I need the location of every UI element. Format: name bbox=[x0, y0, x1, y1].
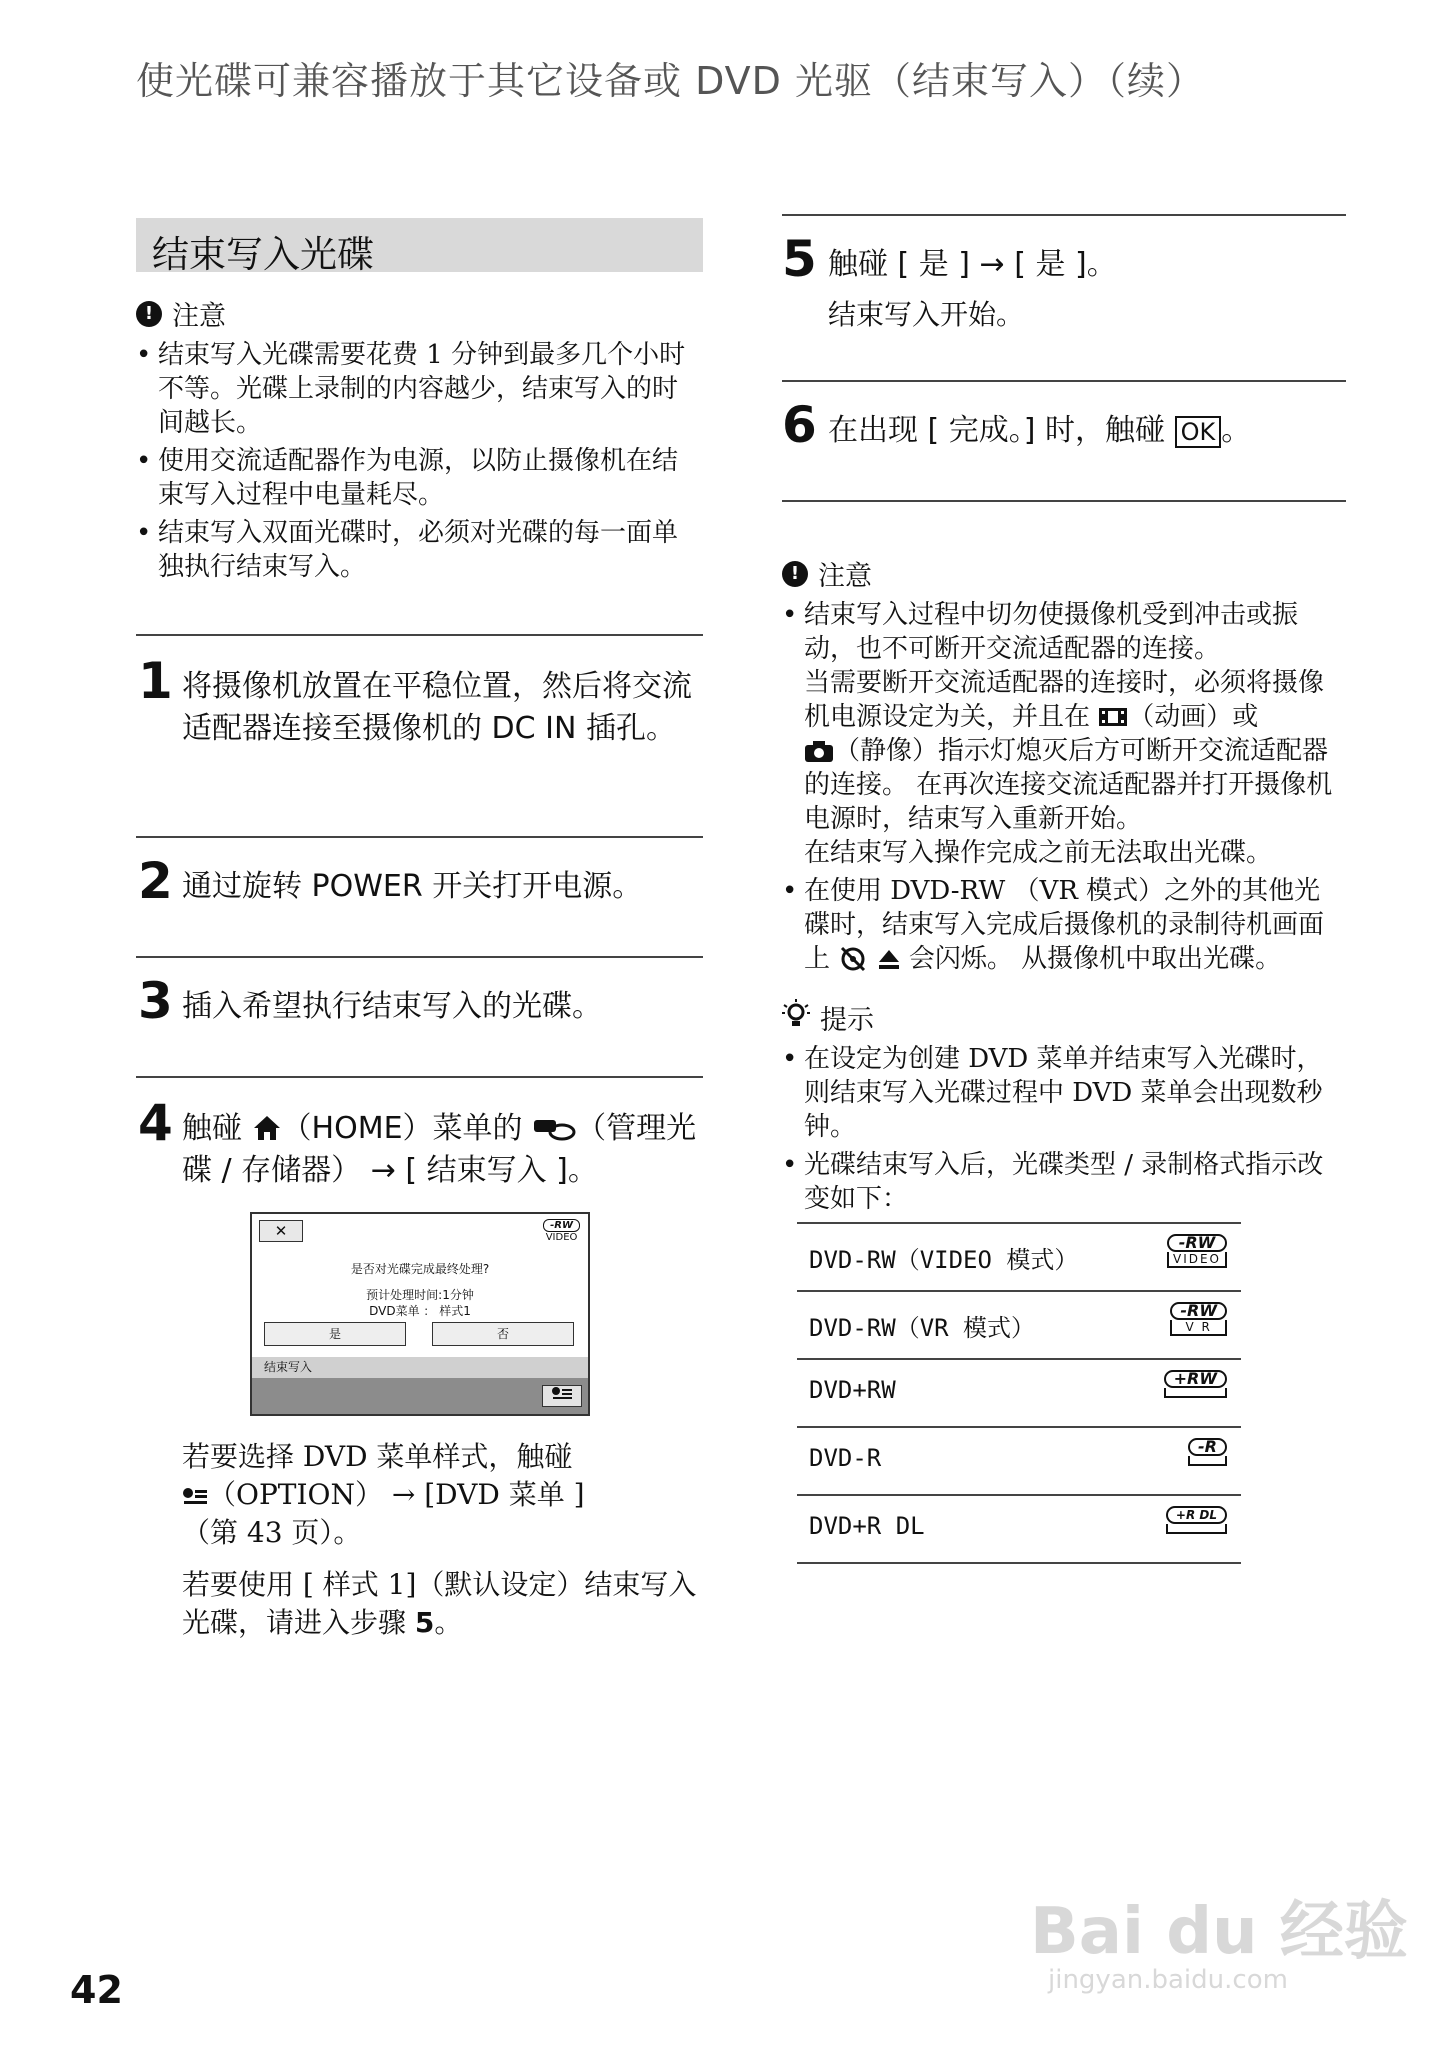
note-text: 会闪烁。 从摄像机中取出光碟。 bbox=[908, 944, 1282, 974]
tip-item: • 在设定为创建 DVD 菜单并结束写入光碟时，则结束写入光碟过程中 DVD 菜单会出现数秒钟。 bbox=[782, 1042, 1342, 1144]
page-header-title: 使光碟可兼容播放于其它设备或 DVD 光驱（结束写入）（续） bbox=[136, 59, 1206, 103]
note-item: • 使用交流适配器作为电源，以防止摄像机在结束写入过程中电量耗尽。 bbox=[136, 444, 696, 512]
step-text-part: （HOME）菜单的 bbox=[281, 1111, 523, 1146]
no-button[interactable]: 否 bbox=[432, 1322, 574, 1346]
lcd-screen bbox=[250, 1212, 590, 1416]
option-instruction bbox=[182, 1438, 702, 1552]
step-text-part: 。 bbox=[1221, 413, 1252, 448]
tips-heading bbox=[782, 998, 874, 1037]
watermark-url: jingyan.baidu.com bbox=[1048, 1965, 1288, 1995]
badge-top: -RW bbox=[1170, 1302, 1227, 1320]
divider bbox=[782, 214, 1346, 216]
table-row bbox=[797, 1222, 1241, 1290]
tips-list bbox=[782, 1042, 1342, 1220]
step-number: 1 bbox=[138, 652, 173, 710]
note-list bbox=[782, 598, 1342, 980]
badge-bottom: V R bbox=[1170, 1320, 1227, 1336]
divider bbox=[136, 836, 703, 838]
step-text-part: 在出现 [ 完成。] 时，触碰 bbox=[828, 413, 1166, 448]
note-item bbox=[782, 598, 1342, 870]
disc-type-label: DVD+RW bbox=[809, 1376, 896, 1404]
badge-bottom: VIDEO bbox=[1167, 1252, 1227, 1268]
option-icon[interactable] bbox=[542, 1385, 582, 1407]
note-text: 在使用 DVD-RW （VR 模式）之外的其他光碟时，结束写入完成后摄像机的录制待机画面上 bbox=[804, 876, 1325, 974]
option-icon bbox=[182, 1478, 208, 1511]
step-number: 4 bbox=[138, 1094, 173, 1152]
lcd-footer-label: 结束写入 bbox=[252, 1357, 588, 1378]
note-label: 注意 bbox=[172, 301, 226, 332]
lcd-line: 预计处理时间:1分钟 bbox=[366, 1288, 474, 1302]
lcd-footer bbox=[252, 1357, 588, 1414]
disc-type-badge bbox=[1164, 1370, 1227, 1398]
instruction-text: （OPTION） → [DVD 菜单 ] bbox=[208, 1478, 585, 1511]
note-text: • 结束写入过程中切勿使摄像机受到冲击或振动，也不可断开交流适配器的连接。 bbox=[804, 600, 1299, 664]
divider bbox=[136, 634, 703, 636]
lcd-line: DVD菜单 ： 样式1 bbox=[369, 1304, 471, 1318]
note-text: 在结束写入操作完成之前无法取出光碟。 bbox=[804, 838, 1273, 868]
disc-type-label: DVD+R DL bbox=[809, 1512, 925, 1540]
disc-type-label: DVD-R bbox=[809, 1444, 882, 1472]
eject-icon bbox=[877, 944, 901, 974]
section-title: 结束写入光碟 bbox=[152, 233, 374, 276]
note-text: （静像）指示灯熄灭后方可断开交流适配器的连接。 在再次连接交流适配器并打开摄像机电源时，结束写入重新开始。 bbox=[804, 736, 1333, 834]
lightbulb-icon bbox=[782, 999, 810, 1036]
note-label: 注意 bbox=[818, 561, 872, 592]
home-icon bbox=[252, 1111, 282, 1146]
divider bbox=[136, 956, 703, 958]
step-text bbox=[828, 410, 1338, 452]
badge-top: -R bbox=[1188, 1438, 1227, 1456]
step-text: 将摄像机放置在平稳位置，然后将交流适配器连接至摄像机的 DC IN 插孔。 bbox=[182, 669, 692, 746]
tips-label: 提示 bbox=[820, 1005, 874, 1036]
note-item: • 结束写入双面光碟时，必须对光碟的每一面单独执行结束写入。 bbox=[136, 516, 696, 584]
lcd-question: 是否对光碟完成最终处理? bbox=[350, 1262, 490, 1276]
step-subtext: 结束写入开始。 bbox=[828, 298, 1025, 331]
instruction-text: 若要选择 DVD 菜单样式，触碰 bbox=[182, 1440, 573, 1473]
divider bbox=[782, 500, 1346, 502]
badge-top: +R DL bbox=[1166, 1506, 1227, 1524]
tip-item: • 光碟结束写入后，光碟类型 / 录制格式指示改变如下： bbox=[782, 1148, 1342, 1216]
table-row bbox=[797, 1426, 1241, 1494]
step-text-part: （管理光碟 / 存储器） → [ 结束写入 ]。 bbox=[182, 1111, 697, 1188]
badge-bottom bbox=[1166, 1524, 1227, 1534]
badge-bottom: VIDEO bbox=[545, 1232, 578, 1243]
note-text: （动画）或 bbox=[1128, 702, 1259, 732]
step-number: 6 bbox=[782, 396, 817, 454]
disc-type-badge bbox=[1170, 1302, 1227, 1336]
badge-bottom bbox=[1164, 1388, 1227, 1398]
badge-top: -RW bbox=[543, 1219, 580, 1232]
movie-icon bbox=[1098, 702, 1128, 732]
page-number: 42 bbox=[70, 1968, 123, 2012]
step-number: 2 bbox=[138, 852, 173, 910]
disc-flash-icon bbox=[838, 944, 868, 974]
note-heading bbox=[782, 554, 872, 593]
close-button[interactable]: ✕ bbox=[259, 1220, 303, 1242]
step-text: 通过旋转 POWER 开关打开电源。 bbox=[182, 869, 643, 904]
ok-button[interactable]: OK bbox=[1175, 416, 1222, 448]
step-number: 5 bbox=[782, 230, 817, 288]
disc-type-badge bbox=[1167, 1234, 1227, 1268]
table-row bbox=[797, 1494, 1241, 1564]
divider bbox=[782, 380, 1346, 382]
instruction-text: 。 bbox=[434, 1606, 463, 1639]
note-item bbox=[782, 874, 1342, 976]
warning-icon: ! bbox=[136, 301, 162, 327]
watermark-brand: Bai du 经验 bbox=[1030, 1895, 1408, 1969]
step-text-part: 触碰 bbox=[182, 1111, 242, 1146]
note-text: 当需要断开交流适配器的连接时，必须将摄像机电源设定为关，并且在 bbox=[804, 668, 1325, 732]
instruction-text: （第 43 页）。 bbox=[182, 1516, 362, 1549]
note-list bbox=[136, 338, 696, 588]
step-number: 3 bbox=[138, 972, 173, 1030]
instruction-text: 若要使用 [ 样式 1]（默认设定）结束写入光碟，请进入步骤 bbox=[182, 1568, 697, 1639]
disc-type-label: DVD-RW（VIDEO 模式） bbox=[809, 1246, 1079, 1274]
manage-disc-icon bbox=[532, 1111, 576, 1146]
disc-type-badge bbox=[1188, 1438, 1227, 1466]
badge-top: +RW bbox=[1164, 1370, 1227, 1388]
note-heading bbox=[136, 294, 226, 333]
disc-type-badge bbox=[543, 1219, 580, 1243]
yes-button[interactable]: 是 bbox=[264, 1322, 406, 1346]
badge-top: -RW bbox=[1167, 1234, 1227, 1252]
divider bbox=[136, 1076, 703, 1078]
camera-icon bbox=[804, 736, 834, 766]
step-text: 触碰 [ 是 ] → [ 是 ]。 bbox=[828, 247, 1117, 282]
disc-type-label: DVD-RW（VR 模式） bbox=[809, 1314, 1036, 1342]
step-text bbox=[182, 1108, 702, 1192]
step-text: 插入希望执行结束写入的光碟。 bbox=[182, 989, 602, 1024]
table-row bbox=[797, 1290, 1241, 1358]
disc-type-badge bbox=[1166, 1506, 1227, 1534]
table-row bbox=[797, 1358, 1241, 1426]
default-style-instruction bbox=[182, 1566, 702, 1642]
step-reference: 5 bbox=[414, 1606, 435, 1639]
warning-icon: ! bbox=[782, 561, 808, 587]
badge-bottom bbox=[1188, 1456, 1227, 1466]
note-item: • 结束写入光碟需要花费 1 分钟到最多几个小时不等。光碟上录制的内容越少，结束写入的时间越长。 bbox=[136, 338, 696, 440]
